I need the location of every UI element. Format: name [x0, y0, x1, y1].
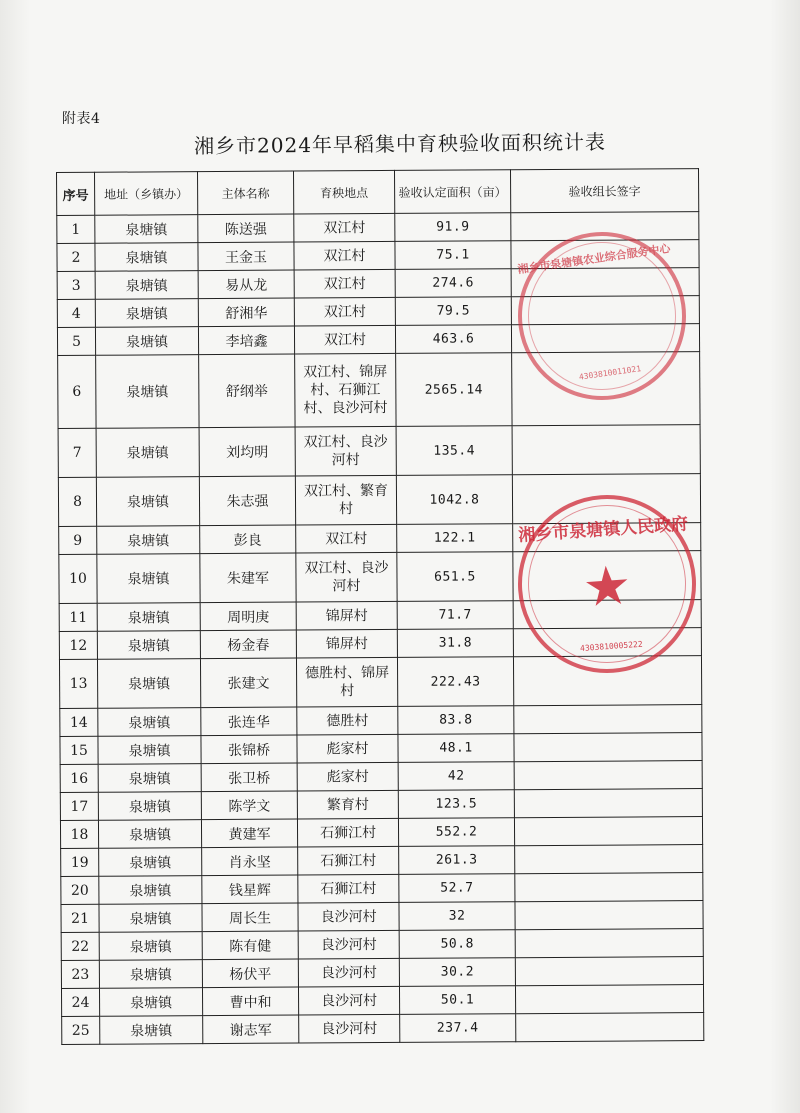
cell-area: 50.1 [399, 986, 515, 1015]
cell-area: 42 [398, 762, 514, 791]
cell-name: 张连华 [201, 707, 297, 736]
cell-name: 黄建军 [201, 819, 297, 848]
cell-area: 135.4 [396, 426, 512, 476]
cell-seq: 7 [58, 428, 96, 477]
cell-area: 123.5 [398, 790, 514, 819]
cell-seq: 2 [57, 243, 95, 271]
cell-name: 陈学文 [201, 791, 297, 820]
cell-area: 31.8 [397, 629, 513, 658]
cell-site: 良沙河村 [298, 958, 399, 987]
cell-town: 泉塘镇 [97, 526, 200, 555]
cell-area: 222.43 [397, 657, 513, 707]
cell-town: 泉塘镇 [97, 631, 200, 660]
table-row [58, 425, 700, 478]
header-area: 验收认定面积（亩） [394, 170, 510, 214]
cell-seq: 11 [59, 603, 97, 631]
cell-sign [515, 957, 703, 986]
table-row [60, 817, 702, 849]
table-row [61, 985, 703, 1017]
cell-town: 泉塘镇 [95, 299, 198, 328]
cell-area: 2565.14 [396, 353, 512, 427]
cell-area: 75.1 [395, 241, 511, 270]
cell-town: 泉塘镇 [99, 960, 202, 989]
table-row [61, 845, 703, 877]
cell-sign [514, 817, 702, 846]
cell-seq: 18 [60, 820, 98, 848]
cell-sign [514, 761, 702, 790]
cell-area: 48.1 [398, 734, 514, 763]
cell-name: 张卫桥 [201, 763, 297, 792]
header-site: 育秧地点 [293, 170, 394, 214]
cell-site: 良沙河村 [299, 1014, 400, 1043]
cell-seq: 16 [60, 764, 98, 792]
star-icon: ★ [580, 553, 634, 620]
cell-name: 肖永坚 [202, 847, 298, 876]
cell-name: 朱志强 [199, 476, 295, 526]
header-seq: 序号 [57, 172, 95, 215]
table-header-row [57, 169, 699, 216]
cell-sign [515, 845, 703, 874]
cell-name: 朱建军 [200, 553, 296, 603]
cell-seq: 10 [59, 554, 97, 603]
table-row [60, 733, 702, 765]
cell-town: 泉塘镇 [95, 271, 198, 300]
cell-name: 刘均明 [199, 427, 295, 477]
cell-site: 彪家村 [297, 762, 398, 791]
cell-seq: 9 [59, 526, 97, 554]
seal-code: 4303810011021 [578, 364, 642, 382]
cell-town: 泉塘镇 [96, 428, 199, 478]
cell-site: 双江村、繁育村 [295, 475, 396, 525]
cell-area: 52.7 [399, 874, 515, 903]
cell-area: 91.9 [395, 213, 511, 242]
cell-seq: 15 [60, 736, 98, 764]
cell-name: 张锦桥 [201, 735, 297, 764]
cell-site: 双江村 [294, 269, 395, 298]
cell-area: 83.8 [398, 706, 514, 735]
cell-seq: 1 [57, 215, 95, 243]
cell-area: 122.1 [397, 524, 513, 553]
cell-seq: 19 [61, 848, 99, 876]
cell-town: 泉塘镇 [98, 820, 201, 849]
cell-town: 泉塘镇 [97, 603, 200, 632]
cell-seq: 8 [58, 477, 96, 526]
cell-town: 泉塘镇 [99, 848, 202, 877]
cell-area: 651.5 [397, 552, 513, 602]
cell-area: 50.8 [399, 930, 515, 959]
page-title: 湘乡市2024年早稻集中育秧验收面积统计表 [193, 129, 607, 159]
cell-site: 石狮江村 [297, 818, 398, 847]
cell-name: 舒纲举 [199, 354, 295, 428]
cell-site: 锦屏村 [296, 629, 397, 658]
cell-site: 双江村、锦屏村、石狮江村、良沙河村 [295, 353, 396, 427]
cell-seq: 12 [59, 631, 97, 659]
cell-seq: 23 [61, 960, 99, 988]
cell-area: 30.2 [399, 958, 515, 987]
cell-site: 锦屏村 [296, 601, 397, 630]
header-sign: 验收组长签字 [510, 169, 698, 213]
cell-name: 陈有健 [202, 931, 298, 960]
cell-area: 237.4 [400, 1014, 516, 1043]
cell-site: 双江村 [294, 213, 395, 242]
table-row [62, 1013, 704, 1045]
cell-seq: 5 [57, 327, 95, 355]
table-row [60, 789, 702, 821]
cell-site: 双江村 [294, 297, 395, 326]
table-row [61, 873, 703, 905]
seal-text: 湘乡市泉塘镇农业综合服务中心 [516, 241, 672, 277]
cell-sign [514, 733, 702, 762]
cell-name: 谢志军 [203, 1015, 299, 1044]
cell-name: 杨金春 [200, 630, 296, 659]
cell-area: 71.7 [397, 601, 513, 630]
cell-name: 王金玉 [198, 242, 294, 271]
table-row [60, 761, 702, 793]
cell-area: 552.2 [398, 818, 514, 847]
seal-code: 4303810005222 [579, 639, 643, 654]
cell-site: 繁育村 [297, 790, 398, 819]
cell-name: 曹中和 [202, 987, 298, 1016]
cell-town: 泉塘镇 [96, 355, 199, 429]
cell-site: 石狮江村 [298, 846, 399, 875]
cell-sign [514, 789, 702, 818]
cell-site: 双江村、良沙河村 [295, 426, 396, 476]
cell-seq: 20 [61, 876, 99, 904]
cell-town: 泉塘镇 [97, 554, 200, 604]
cell-sign [515, 901, 703, 930]
cell-seq: 24 [61, 988, 99, 1016]
cell-town: 泉塘镇 [99, 932, 202, 961]
cell-site: 良沙河村 [298, 986, 399, 1015]
cell-site: 双江村 [294, 325, 395, 354]
cell-site: 双江村 [294, 241, 395, 270]
header-town: 地址（乡镇办） [95, 172, 198, 216]
cell-town: 泉塘镇 [95, 327, 198, 356]
cell-area: 463.6 [395, 325, 511, 354]
table-row [61, 929, 703, 961]
cell-seq: 13 [59, 659, 97, 708]
cell-town: 泉塘镇 [99, 876, 202, 905]
cell-seq: 6 [58, 355, 96, 428]
cell-site: 双江村 [296, 524, 397, 553]
header-name: 主体名称 [198, 171, 294, 215]
cell-town: 泉塘镇 [99, 904, 202, 933]
seal-text: 湘乡市泉塘镇人民政府 [517, 514, 689, 547]
cell-area: 274.6 [395, 269, 511, 298]
cell-seq: 4 [57, 299, 95, 327]
cell-site: 德胜村 [297, 706, 398, 735]
cell-town: 泉塘镇 [98, 764, 201, 793]
cell-name: 钱星辉 [202, 875, 298, 904]
cell-name: 李培鑫 [198, 326, 294, 355]
cell-name: 舒湘华 [198, 298, 294, 327]
cell-town: 泉塘镇 [95, 215, 198, 244]
cell-name: 陈送强 [198, 214, 294, 243]
cell-town: 泉塘镇 [95, 243, 198, 272]
cell-sign [512, 425, 700, 475]
cell-sign [516, 1013, 704, 1042]
cell-sign [515, 929, 703, 958]
cell-name: 杨伏平 [202, 959, 298, 988]
cell-town: 泉塘镇 [99, 988, 202, 1017]
annex-label: 附表4 [62, 111, 101, 127]
table-row [61, 957, 703, 989]
cell-site: 德胜村、锦屏村 [296, 657, 397, 707]
table-row [61, 901, 703, 933]
cell-site: 双江村、良沙河村 [296, 552, 397, 602]
cell-area: 1042.8 [396, 475, 512, 525]
cell-town: 泉塘镇 [96, 477, 199, 527]
cell-area: 79.5 [395, 297, 511, 326]
cell-site: 石狮江村 [298, 874, 399, 903]
cell-sign [514, 705, 702, 734]
cell-town: 泉塘镇 [97, 659, 200, 709]
cell-seq: 14 [60, 708, 98, 736]
cell-area: 261.3 [399, 846, 515, 875]
cell-sign [515, 985, 703, 1014]
cell-town: 泉塘镇 [98, 792, 201, 821]
cell-site: 良沙河村 [298, 930, 399, 959]
cell-town: 泉塘镇 [98, 736, 201, 765]
cell-sign [515, 873, 703, 902]
cell-name: 周长生 [202, 903, 298, 932]
cell-name: 彭良 [200, 525, 296, 554]
cell-name: 张建文 [200, 658, 296, 708]
cell-seq: 17 [60, 792, 98, 820]
cell-town: 泉塘镇 [98, 708, 201, 737]
cell-name: 易从龙 [198, 270, 294, 299]
table-row [60, 705, 702, 737]
cell-seq: 22 [61, 932, 99, 960]
cell-site: 彪家村 [297, 734, 398, 763]
cell-area: 32 [399, 902, 515, 931]
cell-seq: 25 [62, 1016, 100, 1044]
cell-seq: 3 [57, 271, 95, 299]
cell-seq: 21 [61, 904, 99, 932]
cell-town: 泉塘镇 [100, 1016, 203, 1045]
cell-site: 良沙河村 [298, 902, 399, 931]
cell-name: 周明庚 [200, 602, 296, 631]
